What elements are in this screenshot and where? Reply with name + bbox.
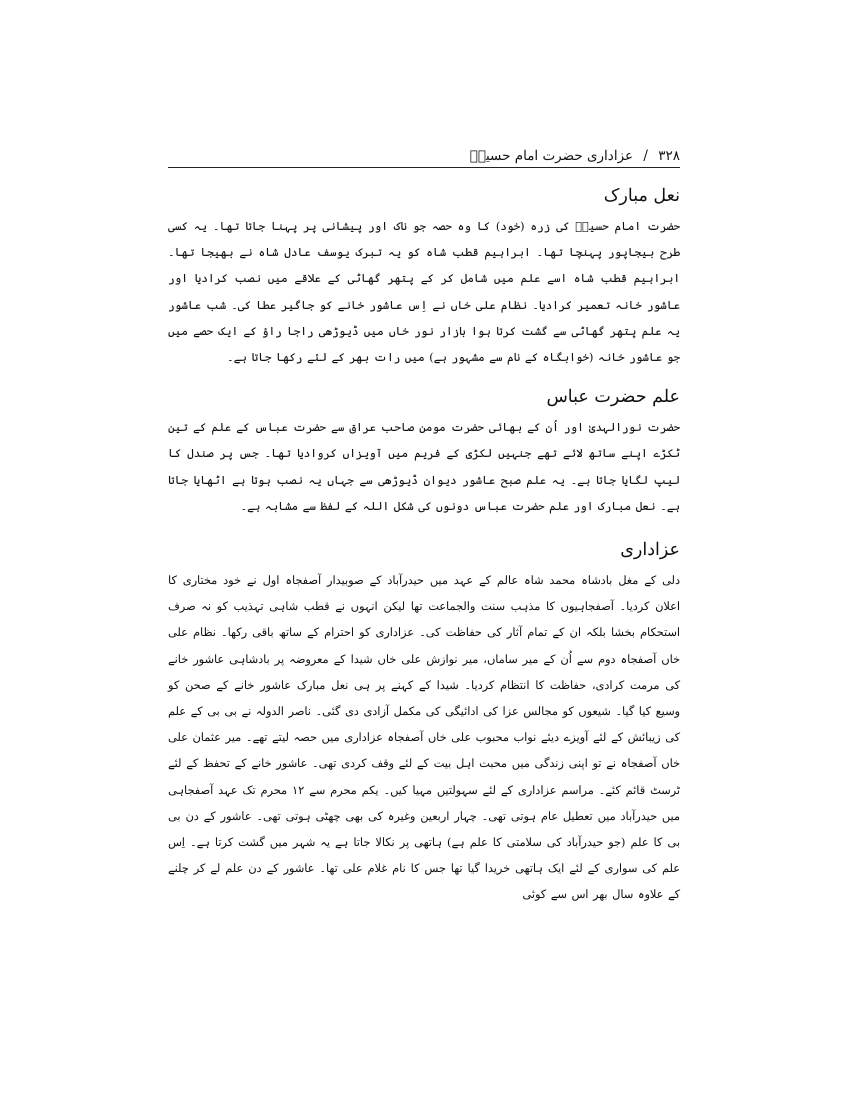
- section-paragraph: حضرت نورالہدیٰ اور اُن کے بھائی حضرت مومن صاحب عراق سے حضرت عباس کے علم کے تین ٹکڑے اپنے ساتھ لائے تھے جنہیں لکڑی کے فریم میں آویزاں کروادیا تھا۔ جس پر صندل کا لیپ لگایا جاتا ہے۔ یہ علم صبح عاشور دیوان ڈیوڑھی سے جہاں یہ نصب ہوتا ہے اٹھایا جاتا ہے۔ نعل مبارک اور علم حضرت عباس دونوں کی شکل اللہ کے لفظ سے مشابہ ہے۔: [168, 421, 680, 513]
- section-alam-hazrat-abbas: [168, 383, 680, 520]
- page-number: ۳۲۸: [658, 148, 680, 164]
- running-header: [168, 146, 680, 166]
- section-heading: نعل مبارک: [603, 186, 680, 206]
- book-title: عزاداری حضرت امام حسینؑ: [469, 148, 634, 164]
- section-heading: علم حضرت عباس: [546, 387, 680, 408]
- header-separator: /: [643, 148, 648, 164]
- section-paragraph: دلی کے مغل بادشاہ محمد شاہ عالم کے عہد میں حیدرآباد کے صوبیدار آصفجاہ اول نے خود مختاری کا اعلان کردیا۔ آصفجاہیوں کا مذہب سنت والجماعت تھا لیکن انہوں نے قطب شاہی تہذیب کو نہ صرف استحکام بخشا بلکہ ان کے تمام آثار کی حفاظت کی۔ عزاداری کو احترام کے ساتھ باقی رکھا۔ نظام علی خاں آصفجاہ دوم سے اُن کے میر ساماں، میر نوازش علی خاں شیدا کے معروضہ پر بادشاہی عاشور خانے کی مرمت کرادی، حفاظت کا انتظام کردیا۔ شیدا کے کہنے پر ہی نعل مبارک عاشور خانے کے صحن کو وسیع کیا گیا۔ شیعوں کو مجالس عزا کی ادائیگی کی مکمل آزادی دی گئی۔ ناصر الدولہ نے بی بی کے علم کی زیبائش کے لئے آویزے دیئے نواب محبوب علی خاں آصفجاہ عزاداری میں حصہ لیتے تھے۔ میر عثمان علی خاں آصفجاہ نے تو اپنی زندگی میں محبت اہل بیت کے لئے وقف کردی تھی۔ عاشور خانے کے تحفظ کے لئے ٹرسٹ قائم کئے۔ مراسم عزاداری کے لئے سہولتیں مہیا کیں۔ یکم محرم سے ۱۲ محرم تک عہد آصفجاہی میں حیدرآباد میں تعطیل عام ہوتی تھی۔ چہار اربعین وغیرہ کی بھی چھٹی ہوتی تھی۔ عاشور کے دن بی بی کا علم (جو حیدرآباد کی سلامتی کا علم ہے) ہاتھی پر نکالا جاتا ہے یہ شہر میں گشت کرتا ہے۔ اِس علم کی سواری کے لئے ایک ہاتھی خریدا گیا تھا جس کا نام غلام علی تھا۔ عاشور کے دن علم لے کر چلنے کے علاوہ سال بھر اس سے کوئی: [168, 574, 681, 902]
- section-nal-mubarak: [168, 182, 680, 371]
- section-heading: عزاداری: [620, 540, 680, 561]
- header-rule: [168, 167, 680, 168]
- page-body: [168, 182, 680, 909]
- section-azadari: [168, 536, 680, 909]
- section-paragraph: حضرت امام حسینؑ کی زرہ (خود) کا وہ حصہ جو ناک اور پیشانی پر پہنا جاتا تھا۔ یہ کسی طرح بیجاپور پہنچا تھا۔ ابراہیم قطب شاہ کو یہ تبرک یوسف عادل شاہ نے بھیجا تھا۔ ابراہیم قطب شاہ اسے علم میں شامل کر کے پتھر گھاٹی کے علاقے میں نصب کرادیا اور عاشور خانہ تعمیر کرادیا۔ نظام علی خاں نے اِس عاشور خانے کو جاگیر عطا کی۔ شب عاشور یہ علم پتھر گھاٹی سے گشت کرتا ہوا بازار نور خاں میں ڈیوڑھی راجا راؤ کے ایک حصے میں جو عاشور خانہ (خوابگاہ کے نام سے مشہور ہے) میں رات بھر کے لئے رکھا جاتا ہے۔: [168, 220, 680, 365]
